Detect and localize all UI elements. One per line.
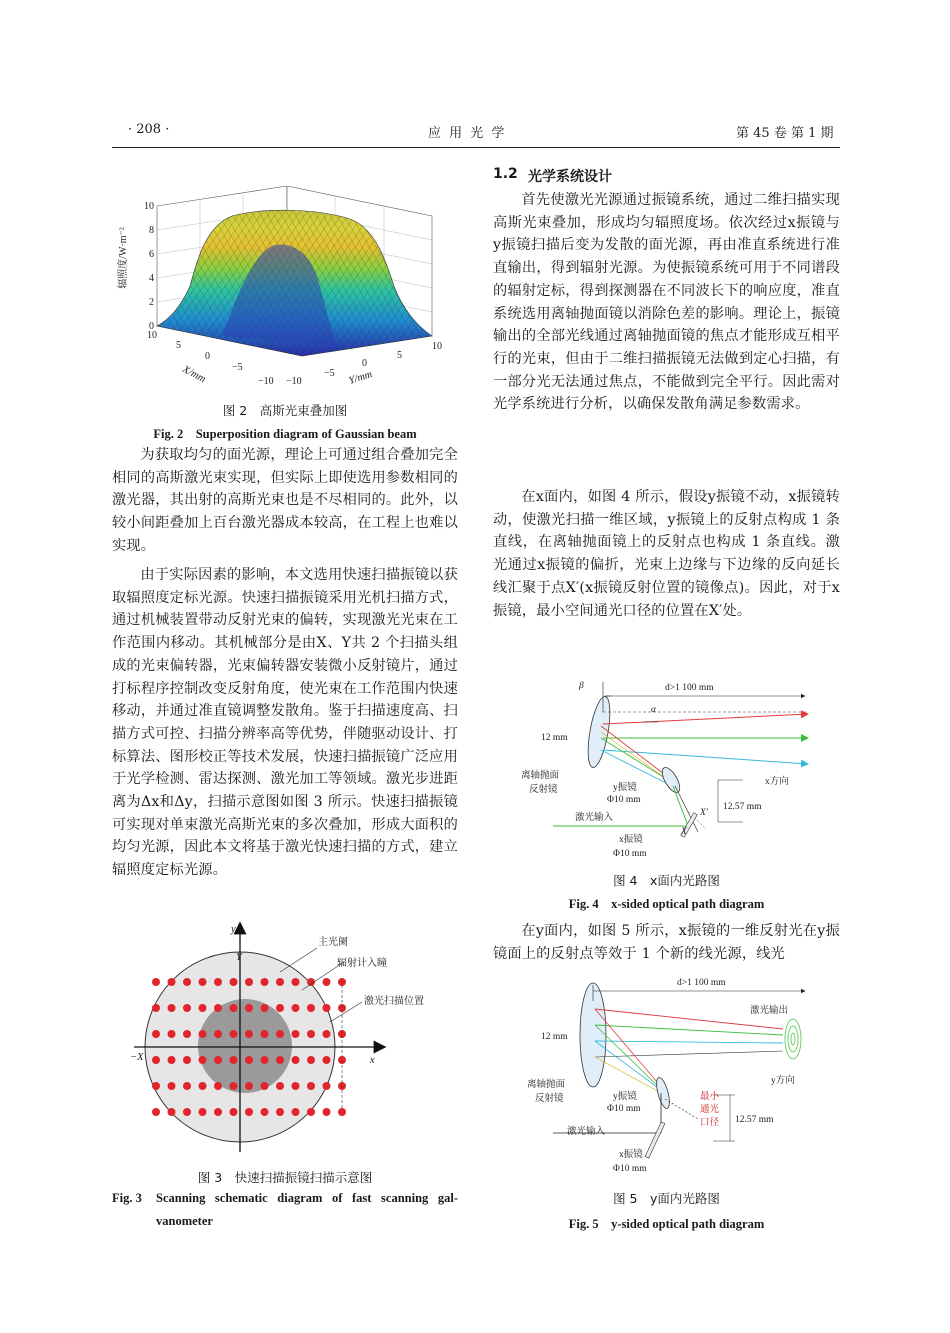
fig2-z-tick: 6 bbox=[149, 249, 154, 260]
header-rule bbox=[112, 147, 840, 148]
fig3-caption-en-line2: vanometer bbox=[156, 1214, 213, 1228]
fig3-axis-y: y bbox=[231, 924, 236, 935]
fig2-x-tick: 0 bbox=[205, 351, 210, 362]
left-paragraph-2: 由于实际因素的影响，本文选用快速扫描振镜以获取辐照度定标光源。快速扫描振镜采用光机扫描方式，通过机械装置带动反射光束的偏转，实现激光光束在工作范围内移动。其机械部分是由X、Y共 2 个扫描头组成的光束偏转器，光束偏转器安装微小反射镜片，通过打标程序控制改变反射角度，使光束在工作范围内快速移动，并通过准直镜调整发散角。鉴于扫描速度高、扫描方式可控、扫描分辨率高等优势，伴随驱动设计、打标算法、图形校正等技术发展，快速扫描振镜广泛应用于光学检测、雷达探测、激光加工等领域。激光步进距离为Δx和Δy，扫描示意图如图 3 所示。快速扫描振镜可实现对单束激光高斯光束的多次叠加，形成大面积的均匀光源，因此本文将基于激光快速扫描的方式，建立辐照度定标光源。 bbox=[112, 567, 458, 879]
fig3-caption-cn: 图 3 快速扫描振镜扫描示意图 bbox=[197, 1170, 373, 1185]
scan-dot bbox=[199, 1082, 207, 1090]
right-paragraph-1: 首先使激光光源通过振镜系统，通过二维扫描实现高斯光束叠加，形成均匀辐照度场。依次经过x振镜与y振镜扫描后变为发散的面光源，再由准直系统进行准直输出，得到辐射光源。为使振镜系统可用于不同谱段的辐射定标，得到探测器在不同波长下的响应度，准直系统选用离轴抛面镜以消除色差的影响。理论上，振镜输出的全部光线通过离轴抛面镜的焦点才能形成互相平行的光束，但由于二维扫描振镜无法做到定心扫描，有一部分光无法通过焦点，不能做到完全平行。因此需对光学系统进行分析，以确保发散角满足参数需求。 bbox=[493, 192, 840, 413]
fig2-z-tick: 2 bbox=[149, 297, 154, 308]
scan-dot bbox=[168, 1082, 176, 1090]
scan-dot bbox=[292, 1004, 300, 1012]
scan-dot bbox=[245, 978, 253, 986]
fig3-axis-Y: Y bbox=[236, 952, 242, 963]
fig4-xgalvo: x振镜 bbox=[619, 835, 643, 845]
scan-dot bbox=[261, 1056, 269, 1064]
scan-dot bbox=[323, 1082, 331, 1090]
fig2-y-tick: 5 bbox=[397, 350, 402, 361]
fig5-min-2: 通光 bbox=[700, 1105, 720, 1115]
scan-dot bbox=[292, 1030, 300, 1038]
fig4-caption-cn: 图 4 x面内光路图 bbox=[613, 873, 720, 888]
scan-dot bbox=[214, 1108, 222, 1116]
radiometer-pupil bbox=[198, 999, 292, 1093]
fig2-y-tick: 10 bbox=[432, 341, 442, 352]
scan-dot bbox=[168, 978, 176, 986]
scan-dot bbox=[276, 1056, 284, 1064]
fig3-axis-negX: −X bbox=[130, 1052, 144, 1063]
fig2-y-tick: −10 bbox=[286, 376, 302, 387]
fig2-z-tick: 10 bbox=[144, 201, 154, 212]
fig4-X: X bbox=[681, 827, 687, 837]
scan-dot bbox=[214, 1004, 222, 1012]
fig2-z-label: 辐照度/W·m⁻² bbox=[118, 227, 129, 289]
scan-dot bbox=[214, 978, 222, 986]
fig3-label-scan-pos: 激光扫描位置 bbox=[364, 996, 424, 1007]
scan-dot bbox=[292, 978, 300, 986]
scan-dot bbox=[199, 978, 207, 986]
scan-dot bbox=[168, 1030, 176, 1038]
scan-dot bbox=[230, 1056, 238, 1064]
fig5-output: 激光输出 bbox=[750, 1006, 789, 1016]
scan-dot bbox=[183, 1030, 191, 1038]
scan-dot bbox=[230, 1004, 238, 1012]
fig5-ydir: y方向 bbox=[771, 1076, 795, 1086]
fig2-x-label: X/mm bbox=[180, 363, 208, 386]
scan-dot bbox=[323, 1056, 331, 1064]
fig3-caption-en-label: Fig. 3 bbox=[112, 1191, 142, 1205]
scan-dot bbox=[276, 1082, 284, 1090]
scan-dot bbox=[307, 1082, 315, 1090]
fig5-xgalvo: x振镜 bbox=[619, 1150, 643, 1160]
fig3-caption-en-line1: Scanning schematic diagram of fast scanning gal- bbox=[156, 1191, 458, 1205]
scan-dot bbox=[261, 1108, 269, 1116]
scan-dot bbox=[245, 1108, 253, 1116]
scan-dot bbox=[292, 1108, 300, 1116]
scan-dot bbox=[245, 1030, 253, 1038]
scan-dot bbox=[183, 978, 191, 986]
scan-dot bbox=[323, 978, 331, 986]
scan-dot bbox=[276, 1108, 284, 1116]
journal-title: 应 用 光 学 bbox=[428, 126, 507, 141]
fig4-x-optical-path bbox=[493, 672, 840, 862]
fig5-12mm: 12 mm bbox=[541, 1032, 568, 1042]
fig2-z-tick: 0 bbox=[149, 321, 154, 332]
scan-dot bbox=[245, 1056, 253, 1064]
scan-dot bbox=[307, 1108, 315, 1116]
fig4-mirror-2: 反射镜 bbox=[529, 785, 558, 795]
fig4-ygalvo-dia: Φ10 mm bbox=[607, 795, 641, 805]
scan-dot bbox=[261, 1082, 269, 1090]
fig5-mirror-2: 反射镜 bbox=[535, 1094, 564, 1104]
scan-dot bbox=[261, 978, 269, 986]
scan-dot bbox=[230, 978, 238, 986]
fig5-ygalvo: y振镜 bbox=[613, 1092, 637, 1102]
scan-dot bbox=[261, 1004, 269, 1012]
fig2-x-tick: −10 bbox=[258, 376, 274, 387]
scan-dot bbox=[230, 1108, 238, 1116]
scan-dot bbox=[307, 1004, 315, 1012]
scan-dot bbox=[199, 1056, 207, 1064]
scan-dot bbox=[183, 1108, 191, 1116]
scan-dot bbox=[276, 978, 284, 986]
scan-dot bbox=[152, 1056, 160, 1064]
fig2-y-tick: 0 bbox=[362, 358, 367, 369]
fig5-caption-cn: 图 5 y面内光路图 bbox=[613, 1191, 720, 1206]
scan-dot bbox=[168, 1004, 176, 1012]
scan-dot bbox=[152, 1082, 160, 1090]
fig5-caption-en: Fig. 5 y-sided optical path diagram bbox=[568, 1217, 765, 1231]
fig4-xgalvo-dia: Φ10 mm bbox=[613, 849, 647, 859]
scan-dot bbox=[307, 1030, 315, 1038]
right-paragraph-2: 在x面内，如图 4 所示，假设y振镜不动，x振镜转动，使激光扫描一维区域，y振镜上的反射点构成 1 条直线，在离轴抛面镜上的反射点也构成 1 条直线。激光通过x振镜的偏折，光束上边缘与下边缘的反向延长线汇聚于点X′(x振镜反射位置的镜像点)。因此，对于x振镜，最小空间通光口径的位置在X′处。 bbox=[493, 489, 840, 619]
scan-dot bbox=[323, 1030, 331, 1038]
fig5-1257: 12.57 mm bbox=[735, 1115, 774, 1125]
fig4-Xprime: X′ bbox=[700, 808, 708, 818]
scan-dot bbox=[292, 1056, 300, 1064]
scan-dot bbox=[276, 1030, 284, 1038]
scan-dot bbox=[276, 1004, 284, 1012]
fig3-label-radiometer: 辐射计入瞳 bbox=[337, 958, 387, 969]
fig4-12mm: 12 mm bbox=[541, 733, 568, 743]
left-paragraph-1: 为获取均匀的面光源，理论上可通过组合叠加完全相同的高斯激光束实现，但实际上即使选用参数相同的激光器，其出射的高斯光束也是不尽相同的。此外，以较小间距叠加上百台激光器成本较高，在工程上也难以实现。 bbox=[112, 447, 458, 554]
fig4-caption-en: Fig. 4 x-sided optical path diagram bbox=[568, 897, 765, 911]
fig3-label-main-aperture: 主光阑 bbox=[318, 937, 348, 948]
page-number: · 208 · bbox=[128, 122, 170, 137]
scan-dot bbox=[168, 1056, 176, 1064]
fig3-scan-schematic bbox=[112, 920, 458, 1160]
fig2-y-tick: −5 bbox=[324, 368, 335, 379]
scan-dot bbox=[168, 1108, 176, 1116]
fig5-ygalvo-dia: Φ10 mm bbox=[607, 1104, 641, 1114]
fig2-surface-plot bbox=[112, 186, 458, 398]
fig2-z-tick: 8 bbox=[149, 225, 154, 236]
scan-dot bbox=[307, 1056, 315, 1064]
section-heading-text: 光学系统设计 bbox=[528, 169, 612, 185]
scan-dot bbox=[292, 1082, 300, 1090]
scan-dot bbox=[261, 1030, 269, 1038]
fig4-beta: β bbox=[579, 681, 584, 691]
scan-dot bbox=[152, 1108, 160, 1116]
scan-dot bbox=[338, 1108, 346, 1116]
volume-issue: 第 45 卷 第 1 期 bbox=[736, 126, 834, 141]
section-heading-num: 1.2 bbox=[493, 166, 518, 182]
scan-dot bbox=[214, 1056, 222, 1064]
scan-dot bbox=[152, 1004, 160, 1012]
scan-dot bbox=[230, 1082, 238, 1090]
fig5-mirror-1: 离轴抛面 bbox=[527, 1080, 566, 1090]
fig4-1257: 12.57 mm bbox=[723, 802, 762, 812]
scan-dot bbox=[183, 1056, 191, 1064]
fig2-x-tick: −5 bbox=[232, 362, 243, 373]
scan-dot bbox=[152, 978, 160, 986]
fig2-x-tick: 10 bbox=[147, 330, 157, 341]
fig4-d: d>1 100 mm bbox=[665, 683, 714, 693]
scan-dot bbox=[214, 1082, 222, 1090]
fig5-d: d>1 100 mm bbox=[677, 978, 726, 988]
scan-dot bbox=[199, 1004, 207, 1012]
fig5-min-3: 口径 bbox=[700, 1118, 720, 1128]
scan-dot bbox=[183, 1004, 191, 1012]
scan-dot bbox=[323, 1108, 331, 1116]
scan-dot bbox=[199, 1030, 207, 1038]
fig4-xdir: x方向 bbox=[765, 777, 789, 787]
fig5-y-optical-path bbox=[493, 971, 840, 1179]
fig4-ygalvo: y振镜 bbox=[613, 783, 637, 793]
fig4-input: 激光输入 bbox=[575, 813, 614, 823]
scan-dot bbox=[152, 1030, 160, 1038]
scan-dot bbox=[214, 1030, 222, 1038]
scan-dot bbox=[245, 1004, 253, 1012]
fig5-xgalvo-dia: Φ10 mm bbox=[613, 1164, 647, 1174]
fig2-caption-en: Fig. 2 Superposition diagram of Gaussian beam bbox=[153, 427, 417, 441]
scan-dot bbox=[199, 1108, 207, 1116]
scan-dot bbox=[323, 1004, 331, 1012]
fig2-z-tick: 4 bbox=[149, 273, 154, 284]
scan-dot bbox=[183, 1082, 191, 1090]
fig2-caption-cn: 图 2 高斯光束叠加图 bbox=[222, 403, 348, 418]
scan-dot bbox=[245, 1082, 253, 1090]
right-paragraph-3: 在y面内，如图 5 所示，x振镜的一维反射光在y振镜面上的反射点等效于 1 个新的线光源，线光 bbox=[493, 923, 840, 962]
fig2-x-tick: 5 bbox=[176, 340, 181, 351]
scan-dot bbox=[230, 1030, 238, 1038]
fig5-min-1: 最小 bbox=[700, 1092, 720, 1102]
fig4-mirror-1: 离轴抛面 bbox=[521, 771, 560, 781]
fig3-axis-x: x bbox=[370, 1055, 375, 1066]
fig5-input: 激光输入 bbox=[567, 1127, 606, 1137]
fig2-y-label: Y/mm bbox=[347, 368, 374, 387]
fig4-alpha: α bbox=[651, 705, 656, 715]
